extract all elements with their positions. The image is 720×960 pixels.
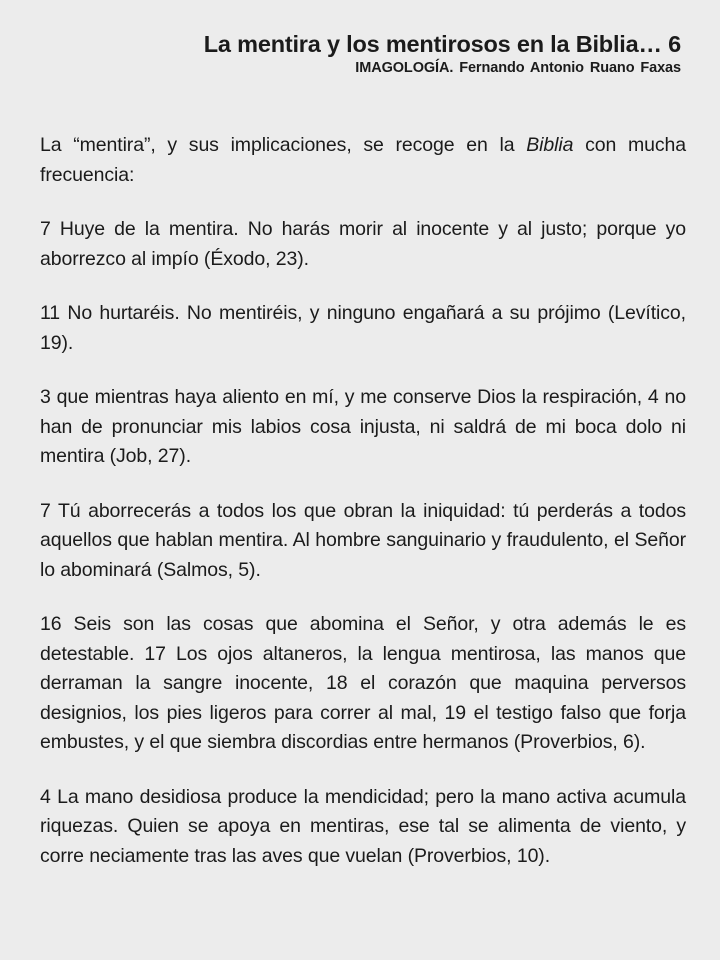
paragraph-levitico: 11 No hurtaréis. No mentiréis, y ninguno engañará a su prójimo (Levítico, 19). bbox=[40, 302, 686, 354]
paragraph-intro bbox=[40, 131, 686, 190]
slide-header bbox=[0, 0, 720, 78]
intro-italic-word: Biblia bbox=[526, 134, 574, 156]
slide-subtitle: IMAGOLOGÍA. Fernando Antonio Ruano Faxas bbox=[355, 60, 681, 76]
paragraph-exodo: 7 Huye de la mentira. No harás morir al inocente y al justo; porque yo aborrezco al impío (Éxodo, 23). bbox=[40, 218, 686, 270]
slide-title: La mentira y los mentirosos en la Biblia… 6 bbox=[203, 31, 681, 57]
paragraph-proverbios-10: 4 La mano desidiosa produce la mendicidad; pero la mano activa acumula riquezas. Quien se apoya en mentiras, ese tal se alimenta de viento, y corre neciamente tras las aves que vuelan (Proverbios, 10). bbox=[40, 785, 686, 867]
paragraph-proverbios-6: 16 Seis son las cosas que abomina el Señor, y otra además le es detestable. 17 Los ojos altaneros, la lengua mentirosa, las manos que derraman la sangre inocente, 18 el corazón que maquina perversos designios, los pies ligeros para correr al mal, 19 el testigo falso que forja embustes, y el que siembra discordias entre hermanos (Proverbios, 6). bbox=[40, 613, 686, 753]
paragraph-job: 3 que mientras haya aliento en mí, y me conserve Dios la respiración, 4 no han de pronunciar mis labios cosa injusta, ni saldrá de mi boca dolo ni mentira (Job, 27). bbox=[40, 386, 686, 467]
paragraph-salmos: 7 Tú aborrecerás a todos los que obran la iniquidad: tú perderás a todos aquellos que hablan mentira. Al hombre sanguinario y fraudulento, el Señor lo abominará (Salmos, 5). bbox=[40, 499, 686, 581]
slide-body bbox=[0, 131, 720, 871]
intro-text-post: con mucha frecuencia: bbox=[40, 134, 686, 186]
intro-text-pre: La “mentira”, y sus implicaciones, se recoge en la bbox=[40, 134, 527, 156]
